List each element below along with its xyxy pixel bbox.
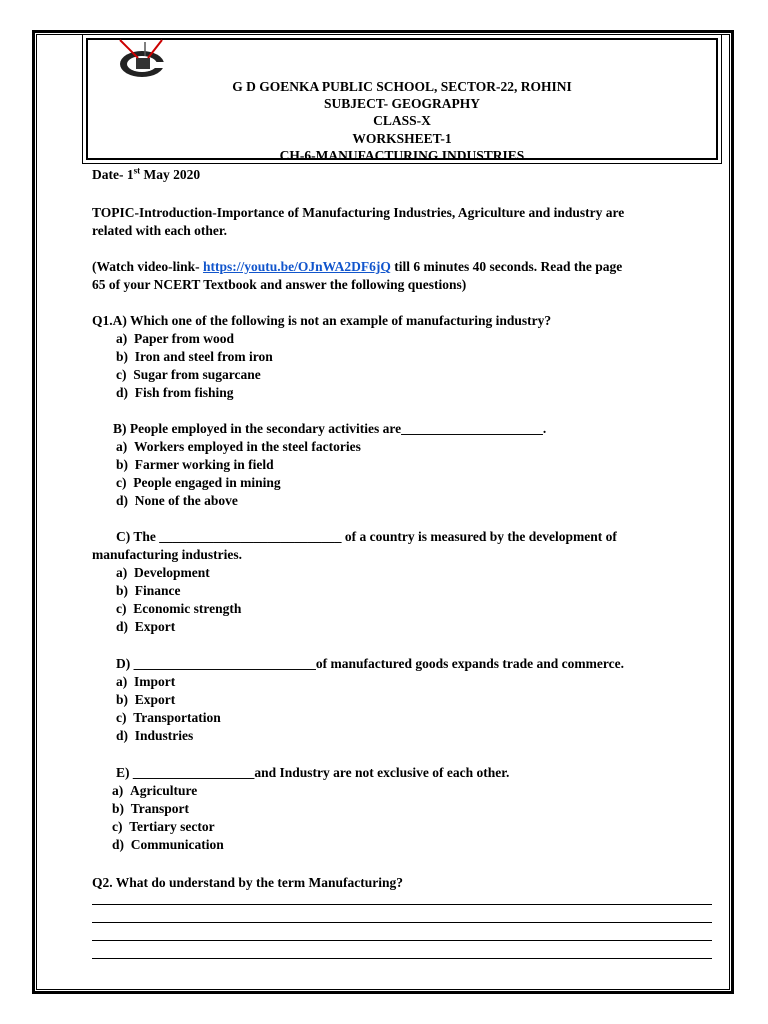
option-1e-b: b) Transport — [112, 801, 190, 816]
option-1d-b: b) Export — [116, 692, 176, 707]
question-1a: Q1.A) Which one of the following is not an example of manufacturing industry? — [92, 313, 552, 328]
option-1a-c: c) Sugar from sugarcane — [116, 367, 261, 382]
subject-line: SUBJECT- GEOGRAPHY — [324, 96, 480, 112]
option-1e-c: c) Tertiary sector — [112, 819, 215, 834]
option-1d-a: a) Import — [116, 674, 176, 689]
chapter-line: CH-6-MANUFACTURING INDUSTRIES — [279, 147, 525, 163]
school-name: G D GOENKA PUBLIC SCHOOL, SECTOR-22, ROHINI — [232, 79, 572, 94]
instruction-line-1: (Watch video-link- https://youtu.be/OJnWA2DF6jQ till 6 minutes 40 seconds. Read the page — [92, 259, 623, 274]
option-1b-a: a) Workers employed in the steel factories — [116, 439, 361, 454]
option-1a-d: d) Fish from fishing — [116, 385, 234, 400]
answer-line[interactable] — [92, 940, 712, 941]
option-1d-d: d) Industries — [116, 728, 194, 743]
answer-line[interactable] — [92, 904, 712, 905]
answer-line[interactable] — [92, 958, 712, 959]
option-1b-b: b) Farmer working in field — [116, 457, 274, 472]
date-line: Date- 1st May 2020 — [92, 165, 201, 182]
option-1e-a: a) Agriculture — [112, 783, 198, 798]
option-1c-a: a) Development — [116, 565, 210, 580]
question-1d: D) ___________________________of manufactured goods expands trade and commerce. — [116, 656, 624, 671]
worksheet-line: WORKSHEET-1 — [352, 130, 452, 146]
option-1c-c: c) Economic strength — [116, 601, 242, 616]
option-1c-d: d) Export — [116, 619, 176, 634]
topic-line-2: related with each other. — [92, 223, 227, 238]
question-1e: E) __________________and Industry are not exclusive of each other. — [116, 765, 510, 780]
question-1c-line-1: C) The ___________________________ of a country is measured by the development of — [116, 529, 617, 544]
option-1a-a: a) Paper from wood — [116, 331, 234, 346]
question-2: Q2. What do understand by the term Manufacturing? — [92, 875, 404, 890]
question-1c-line-2: manufacturing industries. — [92, 547, 243, 562]
class-line: CLASS-X — [373, 113, 431, 129]
question-1b: B) People employed in the secondary activities are_____________________. — [113, 421, 547, 436]
option-1c-b: b) Finance — [116, 583, 181, 598]
option-1e-d: d) Communication — [112, 837, 224, 852]
instruction-line-2: 65 of your NCERT Textbook and answer the following questions) — [92, 277, 467, 292]
topic-line-1: TOPIC-Introduction-Importance of Manufacturing Industries, Agriculture and industry are — [92, 205, 625, 220]
option-1d-c: c) Transportation — [116, 710, 221, 725]
option-1b-c: c) People engaged in mining — [116, 475, 281, 490]
option-1b-d: d) None of the above — [116, 493, 238, 508]
option-1a-b: b) Iron and steel from iron — [116, 349, 273, 364]
video-link[interactable]: https://youtu.be/OJnWA2DF6jQ — [203, 259, 391, 274]
answer-line[interactable] — [92, 922, 712, 923]
